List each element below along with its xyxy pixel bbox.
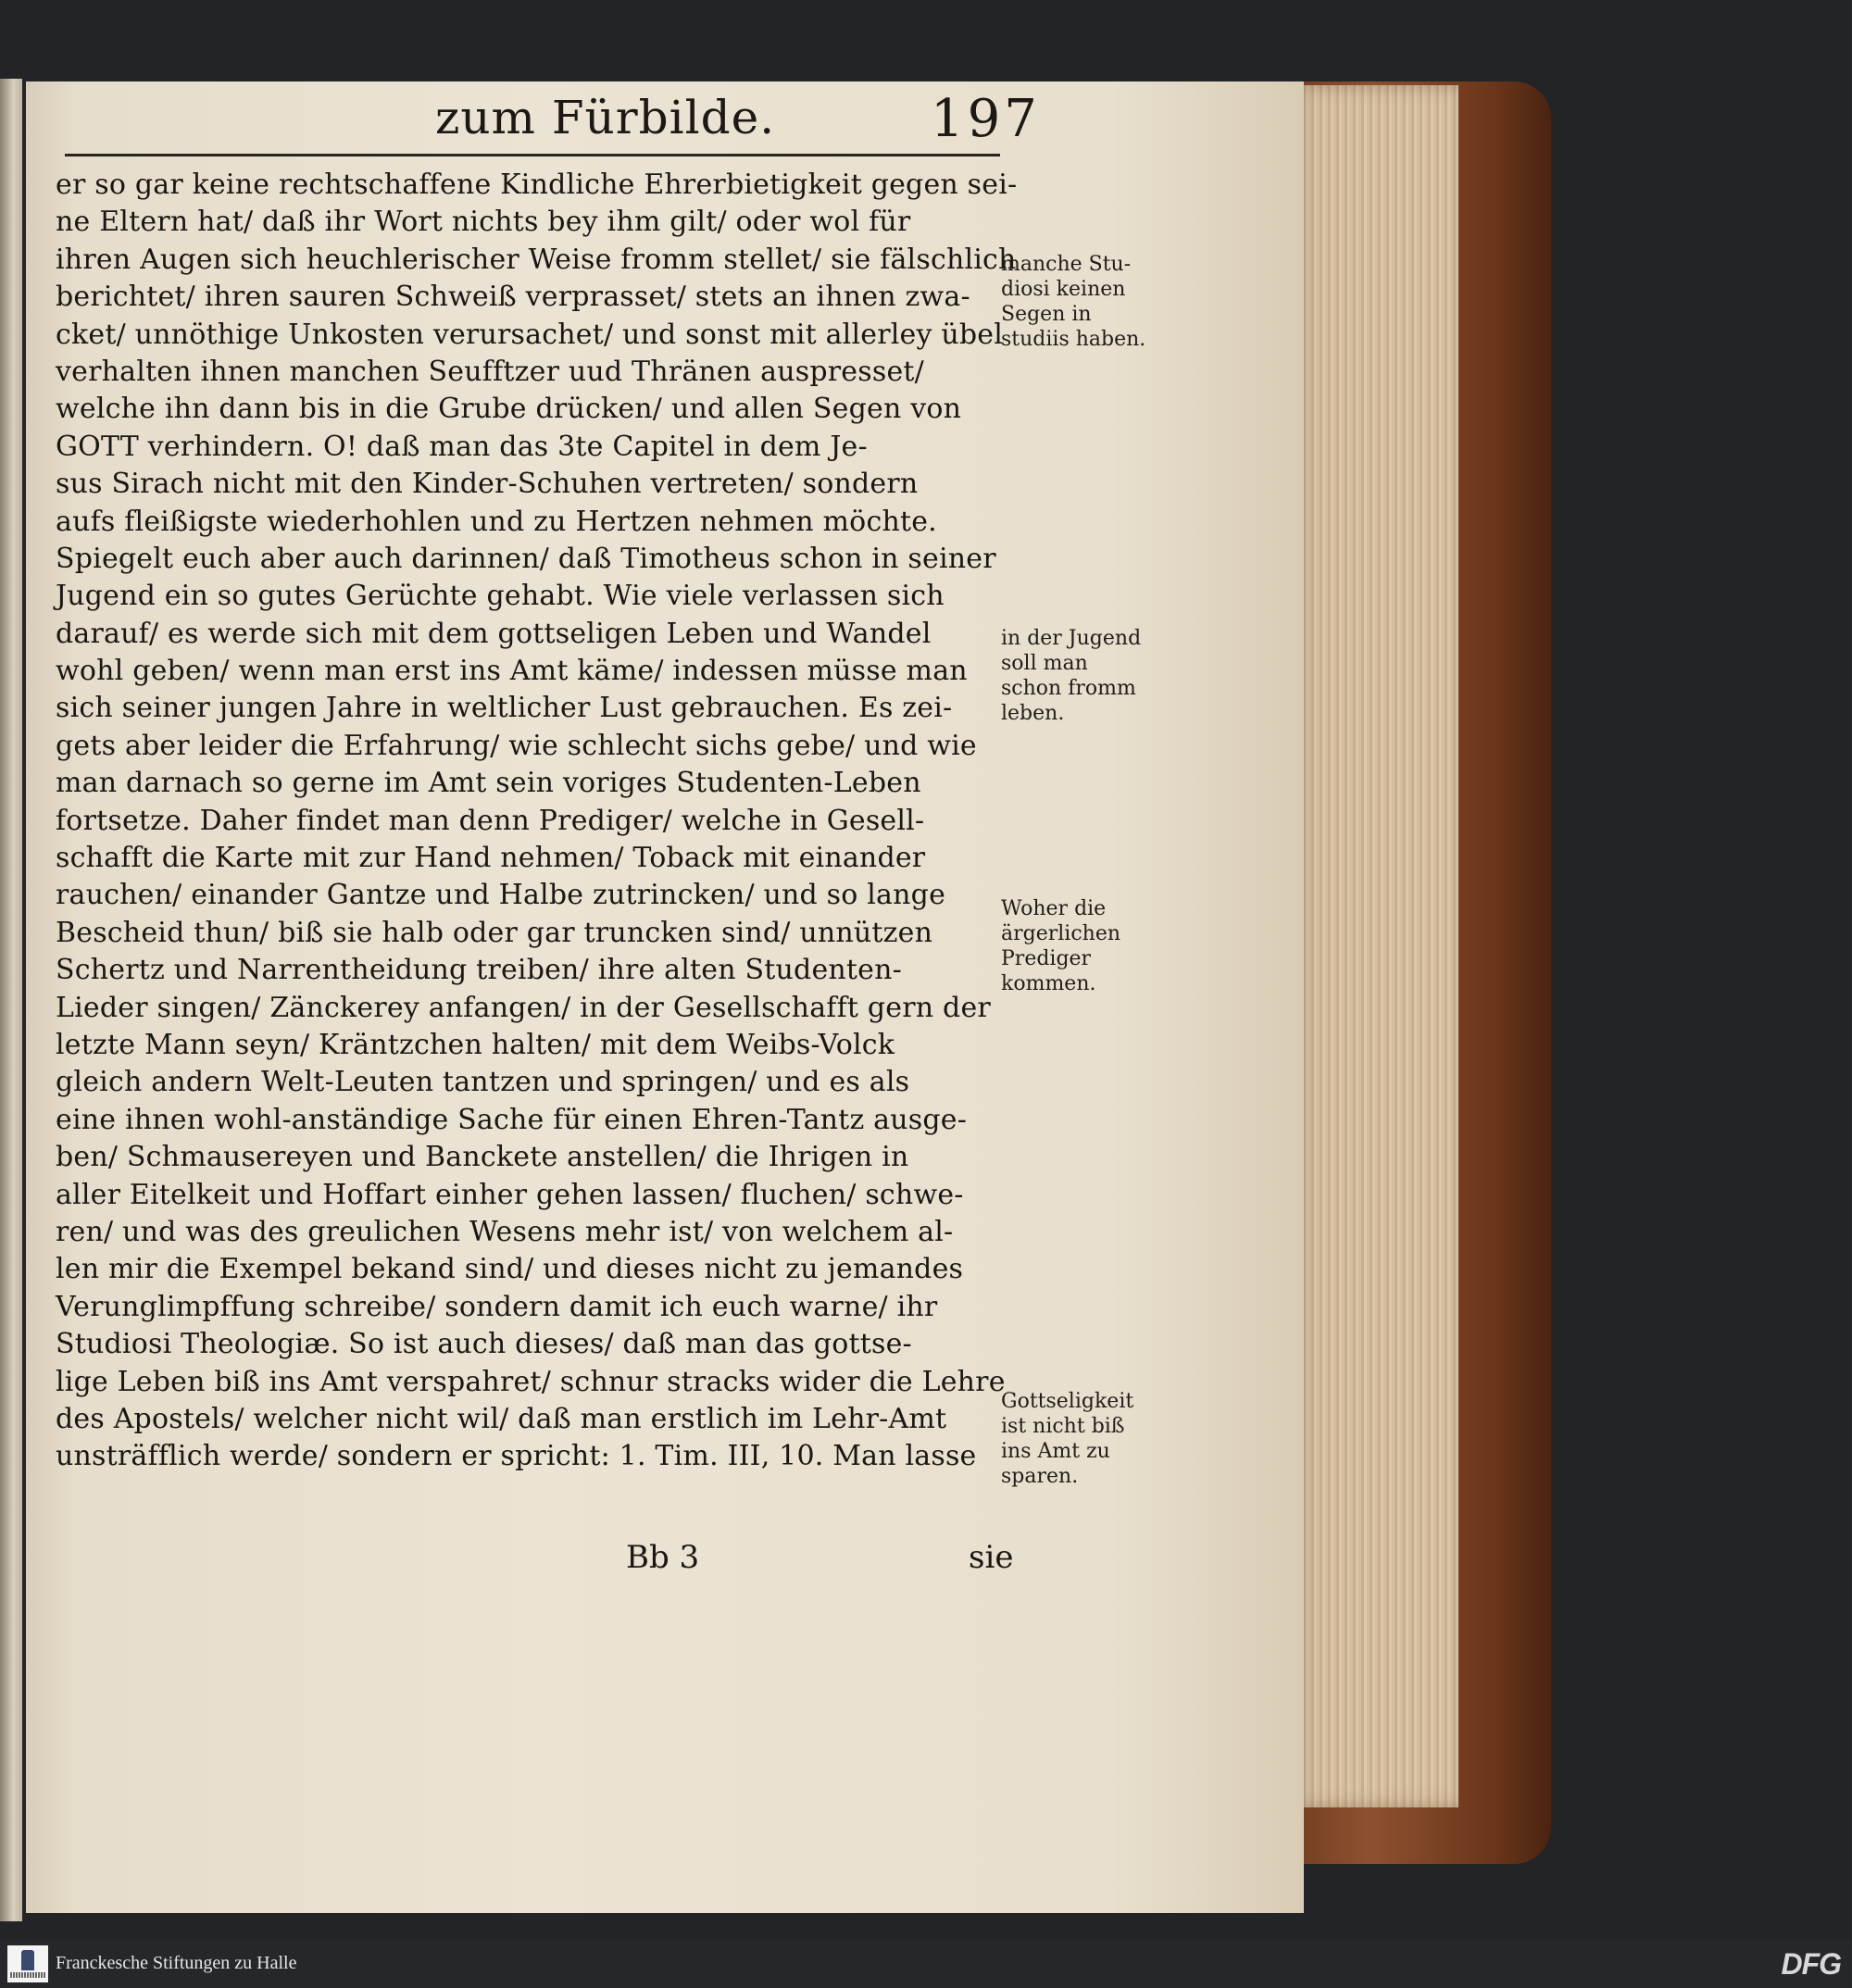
text-line: Verunglimpffung schreibe/ sondern damit ich euch warne/ ihr [56,1290,938,1323]
margin-note-line: studiis haben. [1001,328,1146,351]
text-line: cket/ unnöthige Unkosten verursachet/ und sonst mit allerley übel [56,318,1004,351]
text-line: ben/ Schmausereyen und Banckete anstellen/ die Ihrigen in [56,1141,909,1174]
page-fore-edge [1292,85,1458,1807]
text-line: Schertz und Narrentheidung treiben/ ihre alten Studenten- [56,954,902,987]
text-line: gets aber leider die Erfahrung/ wie schlecht sichs gebe/ und wie [56,729,977,762]
text-line: man darnach so gerne im Amt sein voriges Studenten-Leben [56,767,921,800]
text-line: ren/ und was des greulichen Wesens mehr ist/ von welchem al- [56,1215,954,1248]
text-line: aller Eitelkeit und Hoffart einher gehen lassen/ fluchen/ schwe- [56,1178,964,1211]
text-line: des Apostels/ welcher nicht wil/ daß man erstlich im Lehr-Amt [56,1402,947,1435]
margin-note-line: Segen in [1001,303,1092,326]
text-line: ne Eltern hat/ daß ihr Wort nichts bey ihm gilt/ oder wol für [56,206,911,239]
text-line: letzte Mann seyn/ Kräntzchen halten/ mit dem Weibs-Volck [56,1028,895,1061]
signature-mark: Bb 3 [626,1539,700,1576]
text-line: Jugend ein so gutes Gerüchte gehabt. Wie viele verlassen sich [56,580,945,613]
running-title: zum Fürbilde. [435,91,776,144]
text-line: len mir die Exempel bekand sind/ und dieses nicht zu jemandes [56,1253,964,1286]
text-line: darauf/ es werde sich mit dem gottseligen Leben und Wandel [56,617,932,650]
margin-note-line: in der Jugend [1001,627,1142,650]
text-line: wohl geben/ wenn man erst ins Amt käme/ indessen müsse man [56,655,968,688]
left-page-edge [0,79,22,1921]
text-line: lige Leben biß ins Amt verspahret/ schnur stracks wider die Lehre [56,1365,1006,1398]
text-line: eine ihnen wohl-anständige Sache für einen Ehren-Tantz ausge- [56,1103,968,1136]
page-number: 197 [931,89,1041,149]
margin-note-line: Prediger [1001,947,1092,970]
text-line: er so gar keine rechtschaffene Kindliche Ehrerbietigkeit gegen sei- [56,169,1018,201]
dfg-logo[interactable]: DFG [1781,1947,1841,1981]
text-line: sus Sirach nicht mit den Kinder-Schuhen vertreten/ sondern [56,468,919,501]
text-line: welche ihn dann bis in die Grube drücken/ und allen Segen von [56,393,962,426]
text-line: rauchen/ einander Gantze und Halbe zutrincken/ und so lange [56,879,946,912]
margin-note [1001,896,1186,996]
margin-note-line: schon fromm [1001,677,1136,700]
text-line: aufs fleißigste wiederhohlen und zu Hertzen nehmen möchte. [56,505,937,538]
margin-note-line: ärgerlichen [1001,922,1121,945]
header-rule [65,154,1000,156]
text-line: sich seiner jungen Jahre in weltlicher Lust gebrauchen. Es zei- [56,692,953,725]
margin-note-line: diosi keinen [1001,278,1126,301]
margin-note-line: leben. [1001,702,1065,725]
text-line: GOTT verhindern. O! daß man das 3te Capitel in dem Je- [56,430,868,463]
text-line: ihren Augen sich heuchlerischer Weise fromm stellet/ sie fälschlich [56,243,1017,276]
margin-note-line: ist nicht biß [1001,1415,1125,1438]
margin-note [1001,1389,1186,1489]
logo-caption-icon [10,1972,45,1978]
text-line: schafft die Karte mit zur Hand nehmen/ Toback mit einander [56,842,926,875]
margin-note-line: Woher die [1001,897,1107,920]
text-line: gleich andern Welt-Leuten tantzen und springen/ und es als [56,1066,910,1099]
margin-note-line: soll man [1001,652,1088,675]
margin-note-line: kommen. [1001,972,1096,995]
body-text [56,167,1018,1476]
text-line: fortsetze. Daher findet man denn Prediger/ welche in Gesell- [56,804,925,837]
text-line: unsträfflich werde/ sondern er spricht: 1. Tim. III, 10. Man lasse [56,1440,977,1473]
margin-note-line: sparen. [1001,1465,1079,1488]
margin-note-line: ins Amt zu [1001,1440,1110,1463]
provider-logo-icon[interactable] [7,1945,48,1982]
catchword: sie [969,1539,1014,1576]
signature-line [56,1539,1014,1582]
margin-note-line: manche Stu- [1001,253,1132,276]
provider-name[interactable]: Franckesche Stiftungen zu Halle [56,1953,297,1973]
viewer-footer [0,1940,1852,1988]
margin-note [1001,252,1186,352]
margin-note-line: Gottseligkeit [1001,1390,1134,1413]
text-line: Bescheid thun/ biß sie halb oder gar truncken sind/ unnützen [56,916,933,949]
margin-note [1001,626,1186,726]
text-line: berichtet/ ihren sauren Schweiß verprasset/ stets an ihnen zwa- [56,281,970,314]
text-line: verhalten ihnen manchen Seufftzer uud Thränen auspresset/ [56,355,924,388]
text-line: Studiosi Theologiæ. So ist auch dieses/ daß man das gottse- [56,1328,912,1361]
text-line: Lieder singen/ Zänckerey anfangen/ in der Gesellschafft gern der [56,991,991,1024]
text-line: Spiegelt euch aber auch darinnen/ daß Timotheus schon in seiner [56,542,996,575]
building-icon [21,1950,34,1970]
